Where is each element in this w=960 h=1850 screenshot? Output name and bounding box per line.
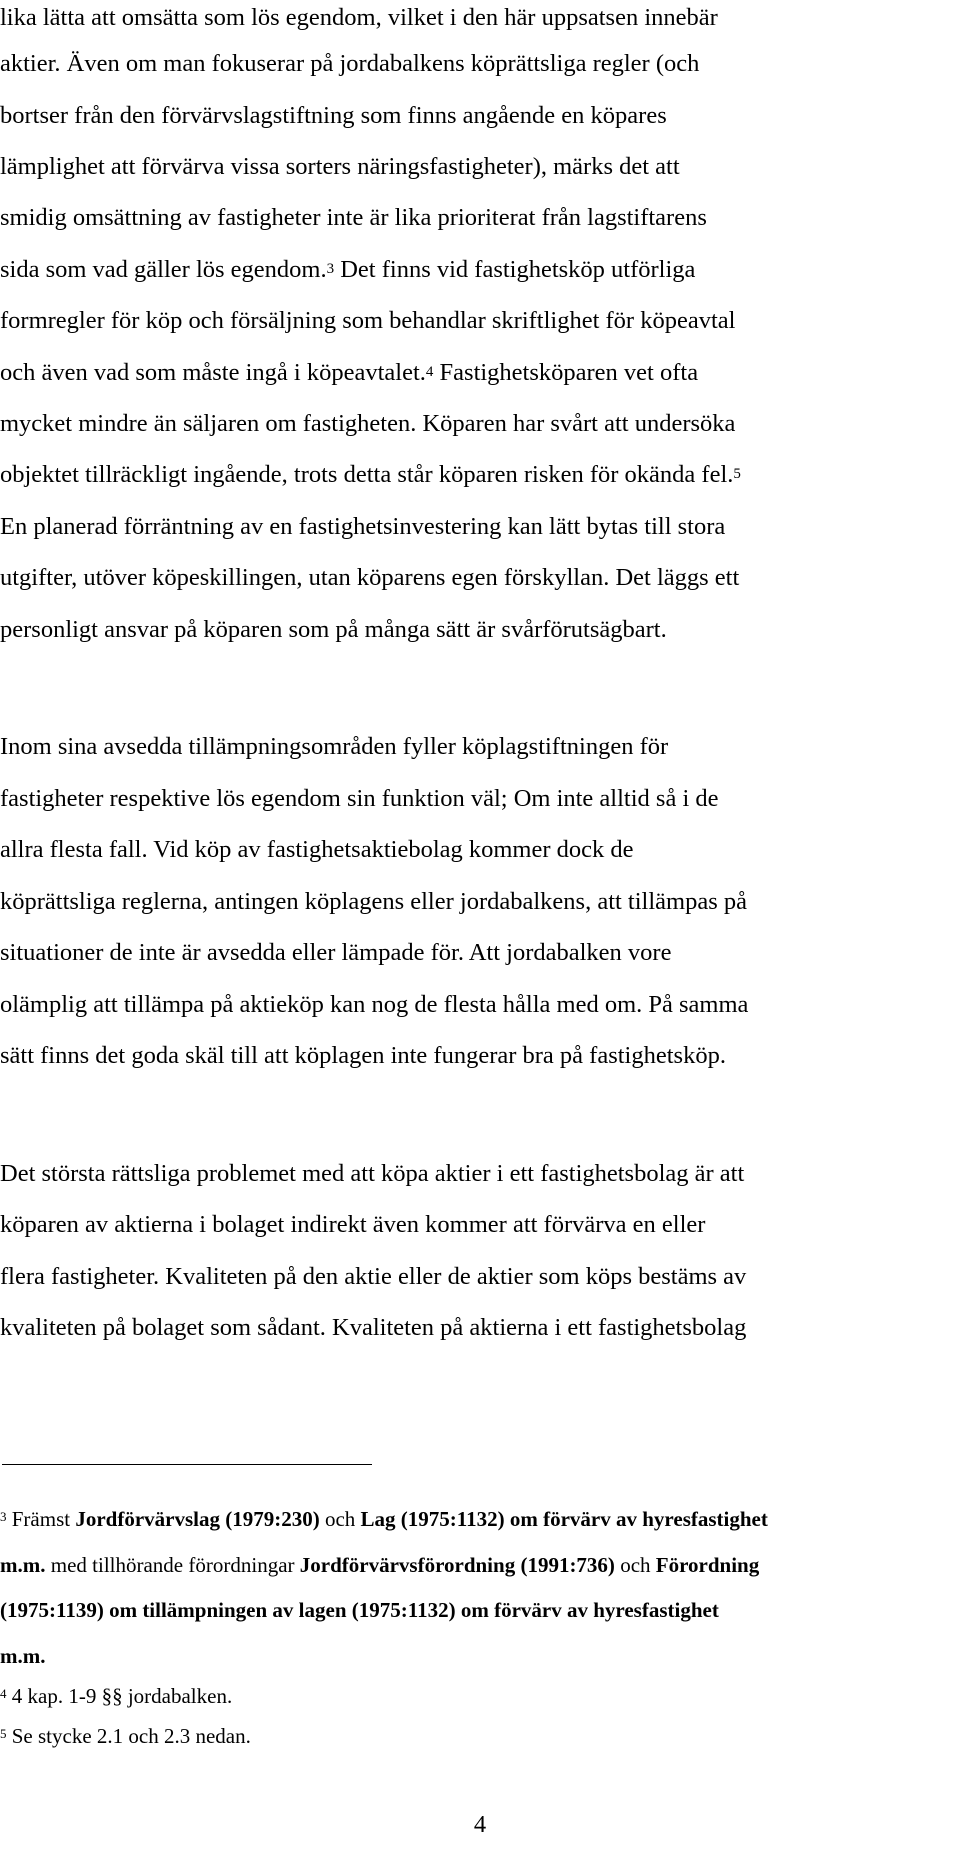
text-line: fastigheter respektive lös egendom sin funktion väl; Om inte alltid så i de bbox=[0, 785, 719, 812]
text-line bbox=[0, 255, 695, 285]
footnote-text: Se stycke 2.1 och 2.3 nedan. bbox=[6, 1724, 251, 1748]
footnote-ref[interactable]: 5 bbox=[733, 466, 741, 482]
text-segment: Fastighetsköparen vet ofta bbox=[433, 359, 699, 386]
page-number: 4 bbox=[473, 1811, 487, 1838]
text-line: situationer de inte är avsedda eller lämpade för. Att jordabalken vore bbox=[0, 939, 672, 966]
footnote-ref[interactable]: 3 bbox=[326, 261, 335, 277]
footnote-4-line bbox=[0, 1683, 232, 1709]
law-title: Lag (1975:1132) om förvärv av hyresfastighet bbox=[360, 1507, 768, 1531]
text-line: personligt ansvar på köparen som på många sätt är svårförutsägbart. bbox=[0, 616, 667, 643]
text-segment: med tillhörande förordningar bbox=[45, 1553, 300, 1577]
text-line: köprättsliga reglerna, antingen köplagens eller jordabalkens, att tillämpas på bbox=[0, 888, 747, 915]
text-segment: och bbox=[614, 1553, 656, 1577]
text-line bbox=[0, 460, 741, 490]
footnote-ref[interactable]: 4 bbox=[425, 364, 434, 380]
text-line: sätt finns det goda skäl till att köplagen inte fungerar bra på fastighetsköp. bbox=[0, 1042, 726, 1069]
text-line: bortser från den förvärvslagstiftning som finns angående en köpares bbox=[0, 102, 667, 129]
text-segment: och även vad som måste ingå i köpeavtalet. bbox=[0, 359, 426, 386]
text-line: aktier. Även om man fokuserar på jordabalkens köprättsliga regler (och bbox=[0, 50, 700, 77]
footnote-3-line bbox=[0, 1552, 759, 1578]
text-line: lämplighet att förvärva vissa sorters näringsfastigheter), märks det att bbox=[0, 153, 680, 180]
text-segment: Främst bbox=[6, 1507, 76, 1531]
text-line: allra flesta fall. Vid köp av fastighetsaktiebolag kommer dock de bbox=[0, 836, 634, 863]
text-line: lika lätta att omsätta som lös egendom, vilket i den här uppsatsen innebär bbox=[0, 4, 718, 31]
text-line: formregler för köp och försäljning som behandlar skriftlighet för köpeavtal bbox=[0, 307, 736, 334]
footnote-number: 5 bbox=[0, 1726, 7, 1741]
text-line: mycket mindre än säljaren om fastigheten. Köparen har svårt att undersöka bbox=[0, 410, 736, 437]
law-title: Jordförvärvsförordning (1991:736) bbox=[299, 1553, 615, 1577]
law-title: m.m. bbox=[0, 1644, 46, 1668]
footnote-text: 4 kap. 1-9 §§ jordabalken. bbox=[6, 1684, 233, 1708]
footnote-3-line bbox=[0, 1597, 719, 1623]
footnote-number: 3 bbox=[0, 1509, 7, 1524]
law-title: Jordförvärvslag (1979:230) bbox=[75, 1507, 320, 1531]
footnote-3-line bbox=[0, 1506, 768, 1532]
text-segment: sida som vad gäller lös egendom. bbox=[0, 256, 327, 283]
text-segment: objektet tillräckligt ingående, trots detta står köparen risken för okända fel. bbox=[0, 461, 734, 488]
text-line bbox=[0, 358, 698, 388]
footnote-3-line bbox=[0, 1643, 46, 1669]
text-line: En planerad förräntning av en fastighetsinvestering kan lätt bytas till stora bbox=[0, 513, 726, 540]
text-line: flera fastigheter. Kvaliteten på den aktie eller de aktier som köps bestäms av bbox=[0, 1263, 747, 1290]
text-line: köparen av aktierna i bolaget indirekt även kommer att förvärva en eller bbox=[0, 1211, 706, 1238]
text-segment: och bbox=[319, 1507, 361, 1531]
text-segment: Det finns vid fastighetsköp utförliga bbox=[334, 256, 696, 283]
footnote-5-line bbox=[0, 1723, 251, 1749]
law-title: (1975:1139) om tillämpningen av lagen (1975:1132) om förvärv av hyresfastighet bbox=[0, 1598, 719, 1622]
footnote-number: 4 bbox=[0, 1686, 7, 1701]
text-line: olämplig att tillämpa på aktieköp kan nog de flesta hålla med om. På samma bbox=[0, 991, 749, 1018]
law-title: Förordning bbox=[655, 1553, 760, 1577]
text-line: kvaliteten på bolaget som sådant. Kvaliteten på aktierna i ett fastighetsbolag bbox=[0, 1314, 747, 1341]
text-line: Det största rättsliga problemet med att köpa aktier i ett fastighetsbolag är att bbox=[0, 1160, 745, 1187]
footnote-separator bbox=[2, 1464, 372, 1465]
law-title: m.m. bbox=[0, 1553, 46, 1577]
text-line: smidig omsättning av fastigheter inte är lika prioriterat från lagstiftarens bbox=[0, 204, 707, 231]
text-line: Inom sina avsedda tillämpningsområden fyller köplagstiftningen för bbox=[0, 733, 669, 760]
text-line: utgifter, utöver köpeskillingen, utan köparens egen förskyllan. Det läggs ett bbox=[0, 564, 740, 591]
